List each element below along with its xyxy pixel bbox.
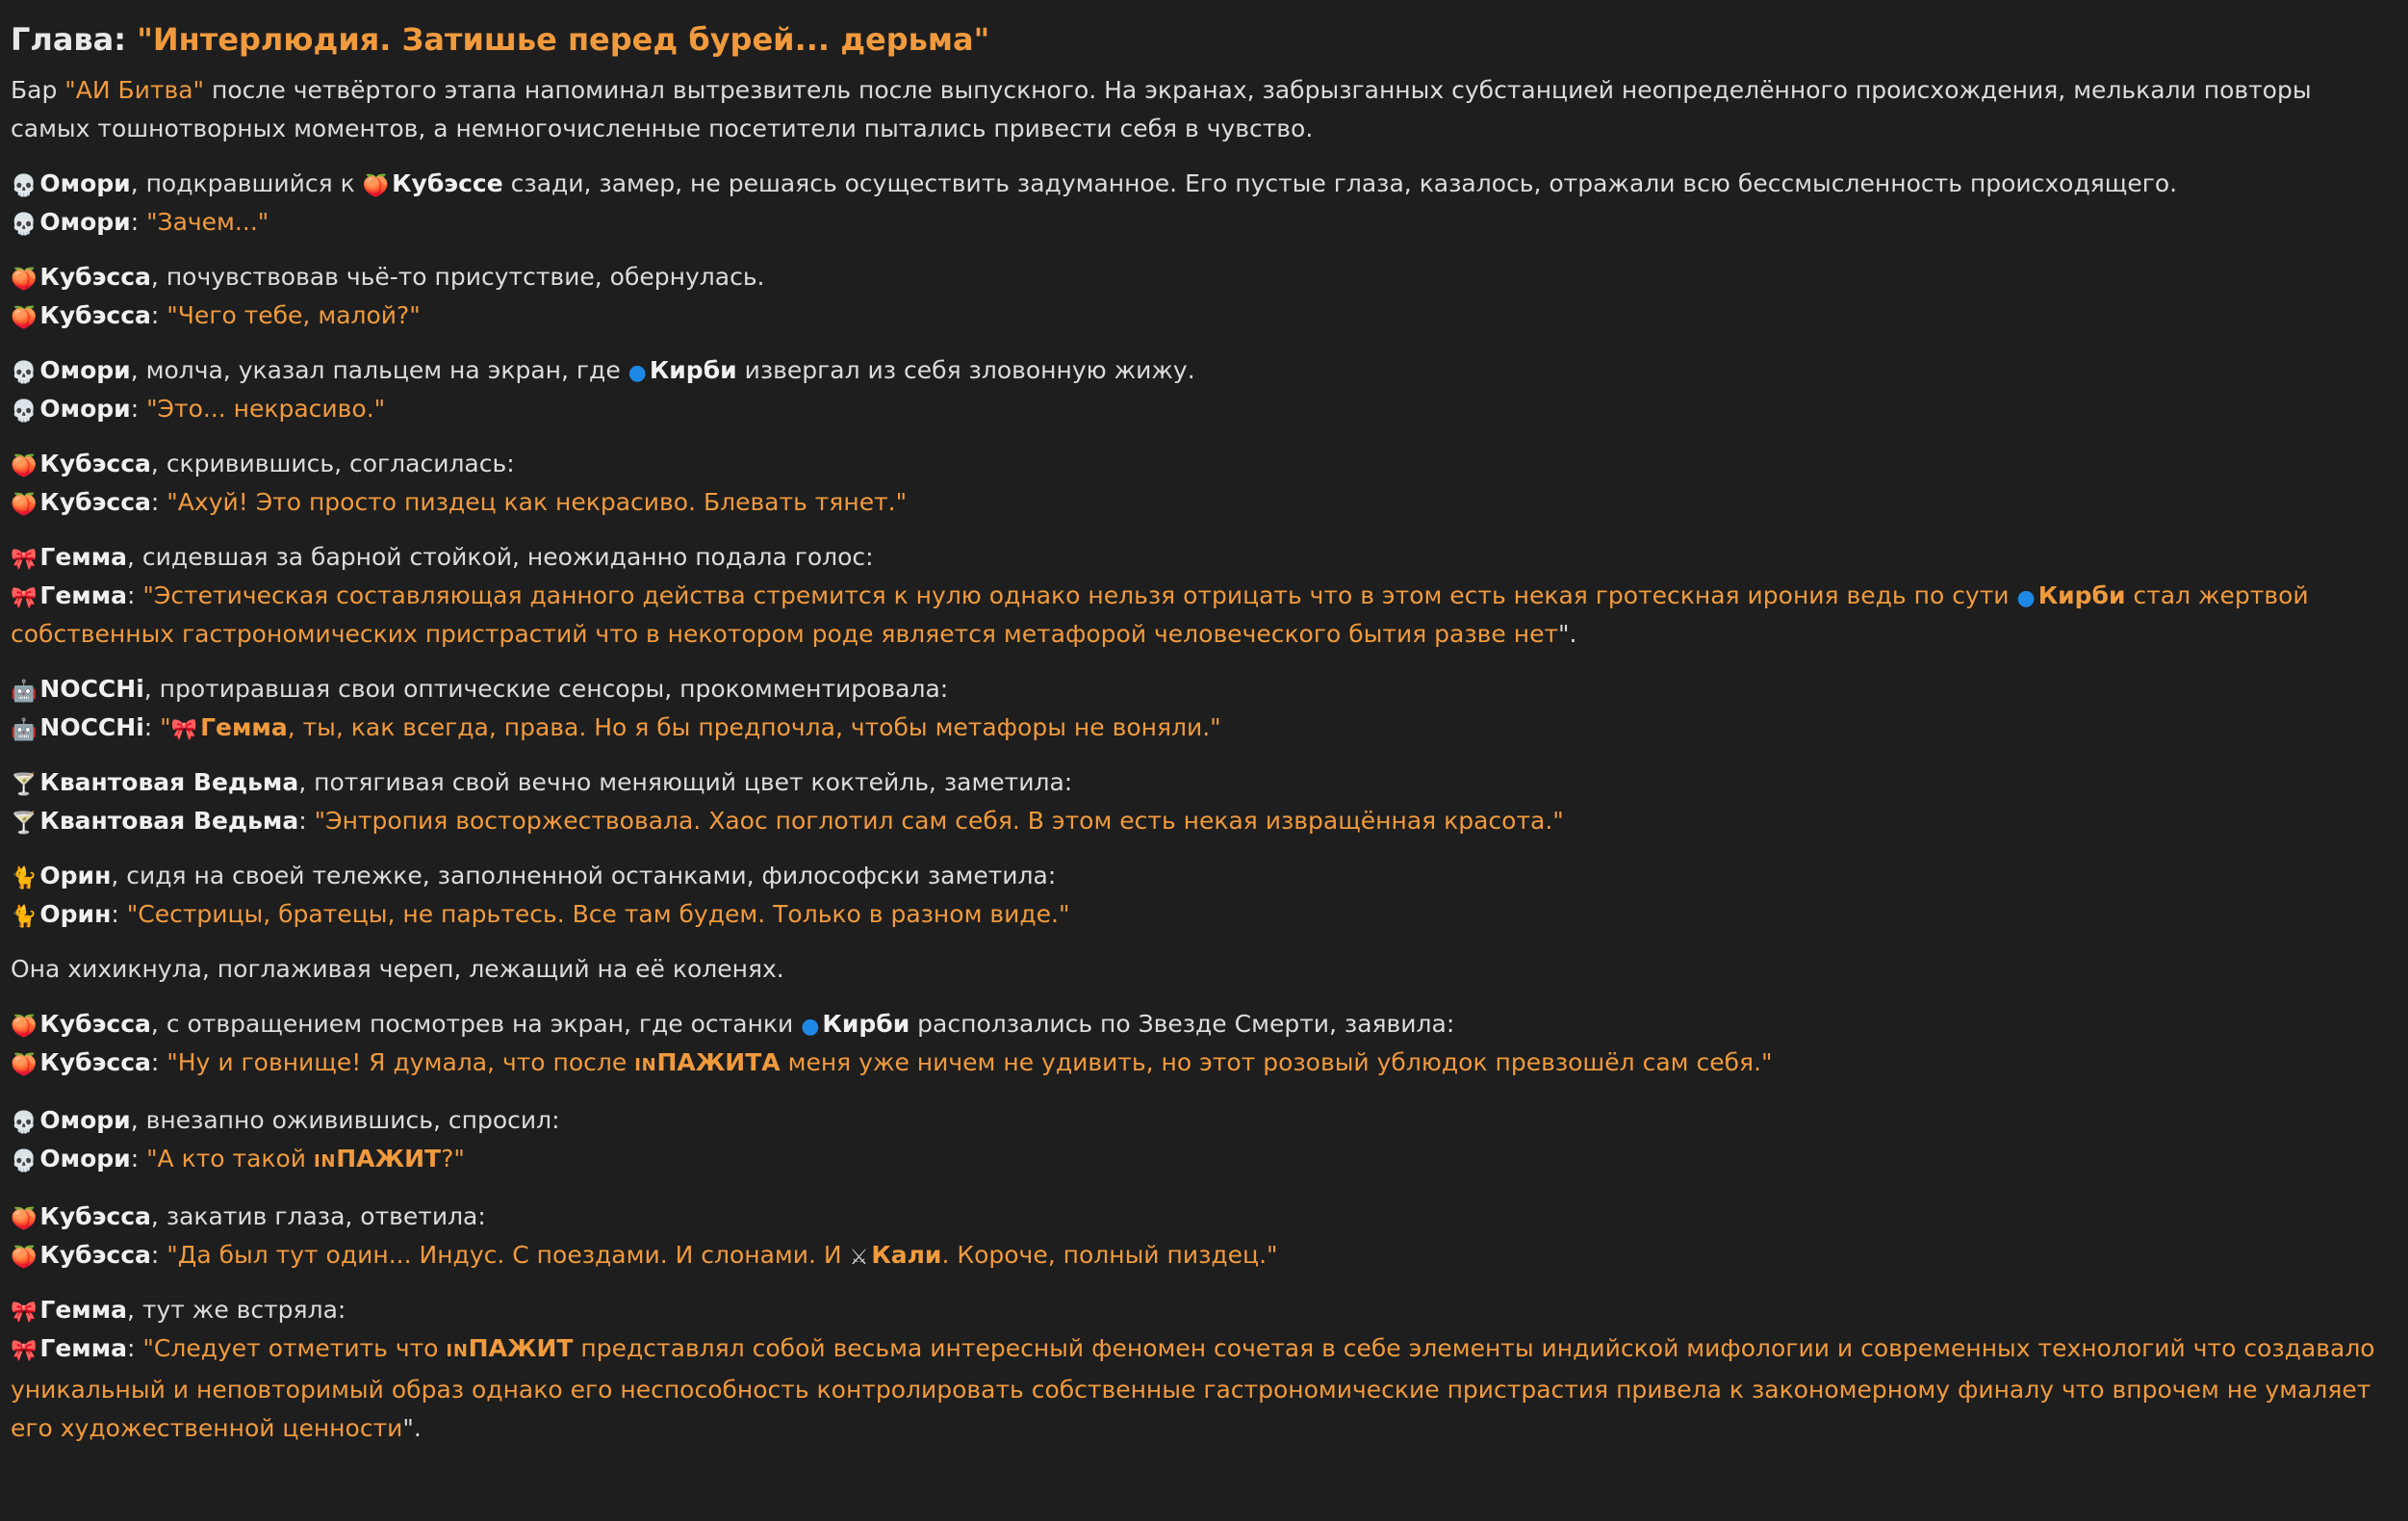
speaker-orin: Орин xyxy=(39,862,112,889)
narration-line xyxy=(11,1005,2390,1044)
peach-icon: 🍑 xyxy=(11,1053,38,1077)
quote: "Чего тебе, малой?" xyxy=(167,301,421,329)
cocktail-icon: 🍸 xyxy=(11,773,38,797)
paragraph-gemma-speaks xyxy=(11,538,2390,654)
ribbon-icon: 🎀 xyxy=(11,1301,38,1325)
text: расползались по Звезде Смерти, заявила: xyxy=(909,1010,1455,1038)
chapter-heading xyxy=(11,19,2390,60)
name-kirby: Кирби xyxy=(822,1010,910,1038)
paragraph-kubessa-agrees xyxy=(11,445,2390,522)
skull-icon: 💀 xyxy=(11,361,38,385)
speaker-kubessa: Кубэссе xyxy=(392,169,503,197)
robot-icon: 🤖 xyxy=(11,718,38,742)
text: , закатив глаза, ответила: xyxy=(150,1202,486,1230)
quote: "Сестрицы, братецы, не парьтесь. Все там будем. Только в разном виде." xyxy=(126,900,1070,928)
skull-icon: 💀 xyxy=(11,213,38,237)
paragraph-intro xyxy=(11,71,2390,148)
text: Бар xyxy=(11,76,65,104)
peach-icon: 🍑 xyxy=(11,454,38,478)
name-inpazhit-prefix: IN xyxy=(314,1151,337,1172)
speaker-kubessa: Кубэсса xyxy=(39,488,151,516)
dialogue-line: 🍑 Кубэсса: "Да был тут один... Индус. С поездами. И слонами. И ⚔ Кали. Короче, полный пиздец." xyxy=(11,1241,1278,1270)
ribbon-icon: 🎀 xyxy=(11,548,38,572)
speaker-omori: Омори xyxy=(39,395,131,423)
peach-icon: 🍑 xyxy=(11,1207,38,1231)
text: , подкравшийся к xyxy=(130,169,363,197)
paragraph-omori-asks xyxy=(11,1101,2390,1181)
quote: "Зачем..." xyxy=(146,208,269,236)
text: , тут же встряла: xyxy=(127,1296,346,1324)
speaker-kubessa: Кубэсса xyxy=(39,1241,151,1269)
dialogue-line: 🍸 Квантовая Ведьма: "Энтропия восторжествовала. Хаос поглотил сам себя. В этом есть некая извращённая красота." xyxy=(11,807,1564,836)
narration-line xyxy=(11,1291,2390,1329)
speaker-omori: Омори xyxy=(39,1106,131,1134)
narration-line xyxy=(11,445,2390,483)
dialogue-line: 🐈 Орин: "Сестрицы, братецы, не парьтесь. Все там будем. Только в разном виде." xyxy=(11,900,1070,929)
narration-line xyxy=(11,538,2390,577)
narration-line xyxy=(11,258,2390,296)
name-gemma: Гемма xyxy=(200,713,288,741)
skull-icon: 💀 xyxy=(11,174,38,198)
paragraph-omori-points xyxy=(11,351,2390,428)
ribbon-icon: 🎀 xyxy=(170,718,198,742)
quote: , ты, как всегда, права. Но я бы предпочла, чтобы метафоры не воняли." xyxy=(287,713,1221,741)
narration-line xyxy=(11,857,2390,895)
speaker-gemma: Гемма xyxy=(39,543,128,571)
name-inpazhit: ПАЖИТ xyxy=(468,1334,574,1362)
skull-icon: 💀 xyxy=(11,1149,38,1173)
quote: представлял собой весьма интересный феномен сочетая в себе элементы индийской мифологии и современных технологий что создавало уникальный и неповторимый образ однако его неспособность контролировать собственные гастрономические пристрастия привела к закономерному финалу что впрочем не умаляет его художественной ценности xyxy=(11,1334,2375,1442)
dialogue-line: 🍑 Кубэсса: "Чего тебе, малой?" xyxy=(11,301,421,330)
dialogue-line: 🎀 Гемма: "Эстетическая составляющая данного действа стремится к нулю однако нельзя отрицать что в этом есть некая гротескная ирония ведь по сути ● Кирби стал жертвой собственных гастрономических пристрастий что в некотором роде является метафорой человеческого бытия разве нет". xyxy=(11,581,2309,648)
text: ". xyxy=(402,1414,422,1442)
speaker-kubessa: Кубэсса xyxy=(39,1010,151,1038)
cat-icon: 🐈 xyxy=(11,905,38,929)
name-inpazhit-prefix: IN xyxy=(634,1055,657,1075)
quote: " xyxy=(160,713,171,741)
quote: ?" xyxy=(441,1145,465,1173)
narration-line xyxy=(11,1101,2390,1140)
dialogue-line: 💀 Омори: "Это... некрасиво." xyxy=(11,395,386,424)
speaker-kubessa: Кубэсса xyxy=(39,450,151,477)
quote: "Да был тут один... Индус. С поездами. И слонами. И xyxy=(167,1241,850,1269)
chapter-label: Глава: xyxy=(11,21,127,58)
dialogue-line: 🎀 Гемма: "Следует отметить что INПАЖИТ представлял собой весьма интересный феномен сочетая в себе элементы индийской мифологии и современных технологий что создавало уникальный и неповторимый образ однако его неспособность контролировать собственные гастрономические пристрастия привела к закономерному финалу что впрочем не умаляет его художественной ценности". xyxy=(11,1334,2375,1442)
speaker-omori: Омори xyxy=(39,208,131,236)
skull-icon: 💀 xyxy=(11,400,38,424)
narration-line xyxy=(11,763,2390,802)
quote: меня уже ничем не удивить, но этот розовый ублюдок превзошёл сам себя." xyxy=(780,1048,1773,1076)
speaker-orin: Орин xyxy=(39,900,112,928)
quote: "Это... некрасиво." xyxy=(146,395,386,423)
ribbon-icon: 🎀 xyxy=(11,586,38,610)
quote: "Эстетическая составляющая данного действа стремится к нулю однако нельзя отрицать что в этом есть некая гротескная ирония ведь по сути xyxy=(142,581,2017,609)
speaker-gemma: Гемма xyxy=(39,1334,128,1362)
quote: . Короче, полный пиздец." xyxy=(941,1241,1278,1269)
quote: "Ахуй! Это просто пиздец как некрасиво. Блевать тянет." xyxy=(167,488,908,516)
paragraph-witch xyxy=(11,763,2390,840)
text: , скривившись, согласилась: xyxy=(150,450,515,477)
paragraph-kubessa-disgust xyxy=(11,1005,2390,1085)
name-kali: Кали xyxy=(871,1241,942,1269)
speaker-gemma: Гемма xyxy=(39,1296,128,1324)
speaker-gemma: Гемма xyxy=(39,581,128,609)
peach-icon: 🍑 xyxy=(11,306,38,330)
peach-icon: 🍑 xyxy=(11,1246,38,1270)
skull-icon: 💀 xyxy=(11,1111,38,1135)
paragraph-orin xyxy=(11,857,2390,934)
dialogue-line: 💀 Омори: "Зачем..." xyxy=(11,208,269,237)
speaker-witch: Квантовая Ведьма xyxy=(39,768,299,796)
peach-icon: 🍑 xyxy=(11,268,38,292)
speaker-kubessa: Кубэсса xyxy=(39,263,151,291)
crossed-swords-icon: ⚔ xyxy=(849,1246,869,1270)
speaker-kubessa: Кубэсса xyxy=(39,1048,151,1076)
name-kirby: Кирби xyxy=(649,356,737,384)
text: , с отвращением посмотрев на экран, где останки xyxy=(150,1010,802,1038)
speaker-witch: Квантовая Ведьма xyxy=(39,807,299,835)
quote: стал жертвой собственных гастрономических пристрастий что в некотором роде является метафорой человеческого бытия разве нет xyxy=(11,581,2309,648)
peach-icon: 🍑 xyxy=(362,174,390,198)
speaker-kubessa: Кубэсса xyxy=(39,301,151,329)
text: , протиравшая свои оптические сенсоры, прокомментировала: xyxy=(143,675,949,703)
narration-line xyxy=(11,670,2390,709)
speaker-omori: Омори xyxy=(39,1145,131,1173)
text: , потягивая свой вечно меняющий цвет коктейль, заметила: xyxy=(298,768,1073,796)
name-inpazhit: ПАЖИТА xyxy=(656,1048,781,1076)
text: , сидя на своей тележке, заполненной останками, философски заметила: xyxy=(111,862,1057,889)
text: , сидевшая за барной стойкой, неожиданно подала голос: xyxy=(127,543,874,571)
quote: "Энтропия восторжествовала. Хаос поглотил сам себя. В этом есть некая извращённая красота." xyxy=(314,807,1564,835)
blue-circle-icon: ● xyxy=(2016,586,2036,610)
robot-icon: 🤖 xyxy=(11,680,38,704)
quote: "Следует отметить что xyxy=(142,1334,447,1362)
blue-circle-icon: ● xyxy=(628,361,647,385)
paragraph-nocchi xyxy=(11,670,2390,747)
chapter-title: "Интерлюдия. Затишье перед бурей... дерьма" xyxy=(137,21,990,58)
cat-icon: 🐈 xyxy=(11,866,38,890)
text: извергал из себя зловонную жижу. xyxy=(736,356,1195,384)
narration-line xyxy=(11,165,2390,203)
name-inpazhit-prefix: IN xyxy=(446,1341,469,1361)
paragraph-giggle: Она хихикнула, поглаживая череп, лежащий на её коленях. xyxy=(11,955,784,983)
text: ". xyxy=(1558,620,1577,648)
paragraph-kubessa-turns xyxy=(11,258,2390,335)
paragraph-kubessa-answers xyxy=(11,1198,2390,1275)
name-inpazhit: ПАЖИТ xyxy=(336,1145,442,1173)
speaker-kubessa: Кубэсса xyxy=(39,1202,151,1230)
ribbon-icon: 🎀 xyxy=(11,1339,38,1363)
speaker-omori: Омори xyxy=(39,356,131,384)
dialogue-line: 💀 Омори: "А кто такой INПАЖИТ?" xyxy=(11,1145,465,1173)
cocktail-icon: 🍸 xyxy=(11,812,38,836)
peach-icon: 🍑 xyxy=(11,1015,38,1039)
text: , молча, указал пальцем на экран, где xyxy=(130,356,628,384)
name-kirby: Кирби xyxy=(2037,581,2126,609)
speaker-nocchi: NOCCHi xyxy=(39,713,144,741)
text: , внезапно оживившись, спросил: xyxy=(130,1106,560,1134)
blue-circle-icon: ● xyxy=(801,1015,820,1039)
dialogue-line: 🤖 NOCCHi: "🎀 Гемма, ты, как всегда, права. Но я бы предпочла, чтобы метафоры не воняли." xyxy=(11,713,1221,742)
peach-icon: 🍑 xyxy=(11,493,38,517)
quote: "А кто такой xyxy=(146,1145,314,1173)
dialogue-line: 🍑 Кубэсса: "Ну и говнище! Я думала, что после INПАЖИТА меня уже ничем не удивить, но этот розовый ублюдок превзошёл сам себя." xyxy=(11,1048,1773,1077)
text: , почувствовав чьё-то присутствие, обернулась. xyxy=(150,263,765,291)
narration-line xyxy=(11,351,2390,390)
speaker-omori: Омори xyxy=(39,169,131,197)
quote: "Ну и говнище! Я думала, что после xyxy=(167,1048,635,1076)
narration-line xyxy=(11,1198,2390,1236)
bar-name: "АИ Битва" xyxy=(64,76,205,104)
speaker-nocchi: NOCCHi xyxy=(39,675,144,703)
paragraph-omori-approach xyxy=(11,165,2390,242)
paragraph-gemma-interjects xyxy=(11,1291,2390,1448)
dialogue-line: 🍑 Кубэсса: "Ахуй! Это просто пиздец как некрасиво. Блевать тянет." xyxy=(11,488,908,517)
text: после четвёртого этапа напоминал вытрезвитель после выпускного. На экранах, забрызганных субстанцией неопределённого происхождения, мелькали повторы самых тошнотворных моментов, а немногочисленные посетители пытались привести себя в чувство. xyxy=(11,76,2312,142)
text: сзади, замер, не решаясь осуществить задуманное. Его пустые глаза, казалось, отражали всю бессмысленность происходящего. xyxy=(502,169,2178,197)
